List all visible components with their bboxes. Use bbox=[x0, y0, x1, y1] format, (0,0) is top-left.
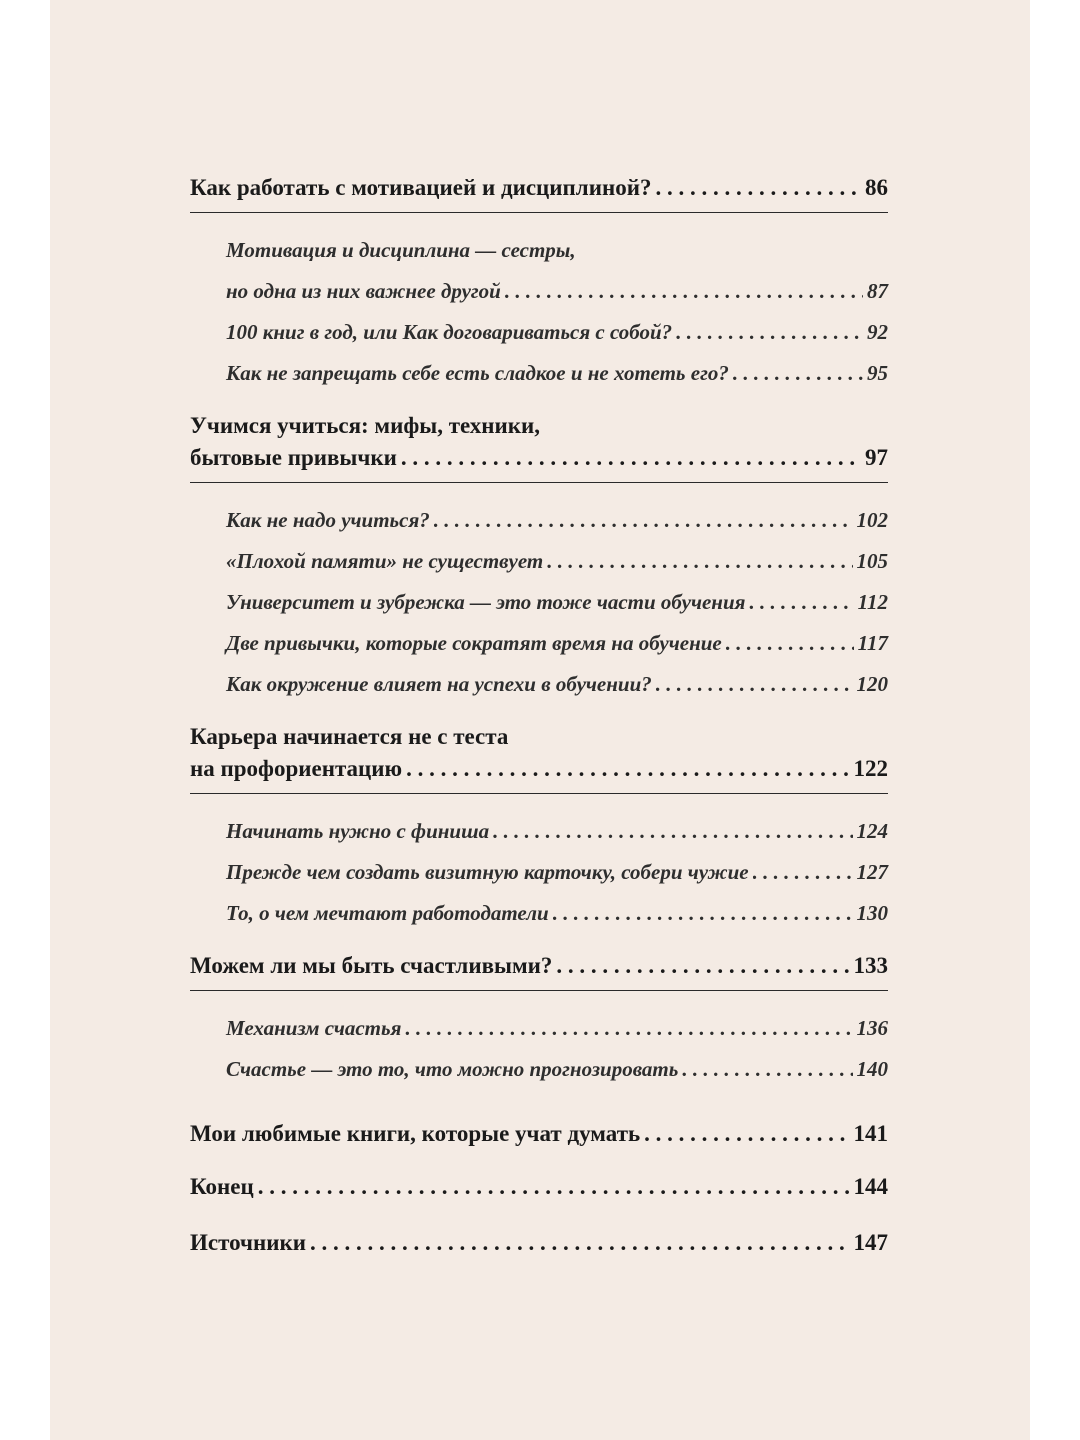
toc-chapter-title: Конец bbox=[190, 1174, 254, 1199]
toc-subsection bbox=[226, 582, 888, 623]
toc-page-number: 120 bbox=[856, 672, 888, 696]
dot-leader bbox=[493, 811, 852, 852]
dot-leader bbox=[553, 893, 853, 934]
toc-subsection-row bbox=[226, 353, 888, 394]
dot-leader bbox=[434, 500, 853, 541]
toc-chapter-title-line1: Карьера начинается не с теста bbox=[190, 724, 509, 749]
toc-page-number: 117 bbox=[857, 631, 888, 655]
toc-page-number: 102 bbox=[856, 508, 888, 532]
toc-subsection bbox=[226, 664, 888, 705]
toc-page-number: 133 bbox=[853, 953, 888, 978]
toc-subsections bbox=[190, 811, 888, 934]
toc-subsection-title: Начинать нужно с финиша bbox=[226, 819, 490, 843]
toc-page-number: 140 bbox=[856, 1057, 888, 1081]
table-of-contents bbox=[190, 172, 888, 1259]
toc-page-number: 144 bbox=[853, 1174, 888, 1199]
toc-chapter-happiness bbox=[190, 950, 888, 1090]
toc-chapter-title: Мои любимые книги, которые учат думать bbox=[190, 1121, 641, 1146]
toc-subsection-row bbox=[226, 1049, 888, 1090]
toc-chapter-books bbox=[190, 1118, 888, 1150]
dot-leader bbox=[682, 1049, 852, 1090]
toc-subsection-row bbox=[226, 811, 888, 852]
toc-subsection-title-line1: Мотивация и дисциплина — сестры, bbox=[226, 238, 576, 262]
toc-subsection bbox=[226, 893, 888, 934]
toc-subsection-title: Как окружение влияет на успехи в обучении? bbox=[226, 672, 652, 696]
toc-page-number: 122 bbox=[853, 756, 888, 781]
toc-subsection-row bbox=[226, 582, 888, 623]
toc-page-number: 136 bbox=[856, 1016, 888, 1040]
dot-leader bbox=[258, 1171, 850, 1203]
dot-leader bbox=[726, 623, 854, 664]
toc-subsection bbox=[226, 230, 888, 312]
dot-leader bbox=[676, 312, 863, 353]
toc-page-number: 105 bbox=[856, 549, 888, 573]
toc-subsection-title: Университет и зубрежка — это тоже части обучения bbox=[226, 590, 746, 614]
toc-chapter-title: бытовые привычки bbox=[190, 445, 397, 470]
toc-subsection-row bbox=[226, 312, 888, 353]
toc-chapter-career bbox=[190, 721, 888, 934]
toc-subsection-row bbox=[226, 1008, 888, 1049]
dot-leader bbox=[405, 1008, 852, 1049]
toc-chapter-learning bbox=[190, 410, 888, 705]
dot-leader bbox=[644, 1118, 849, 1150]
toc-subsection-title: Счастье — это то, что можно прогнозировать bbox=[226, 1057, 679, 1081]
dot-leader bbox=[753, 852, 853, 893]
toc-subsection-title: Как не надо учиться? bbox=[226, 508, 430, 532]
toc-subsection-title: Прежде чем создать визитную карточку, собери чужие bbox=[226, 860, 749, 884]
toc-chapter-motivation bbox=[190, 172, 888, 394]
toc-subsection-title: Как не запрещать себе есть сладкое и не хотеть его? bbox=[226, 361, 729, 385]
toc-page-number: 130 bbox=[856, 901, 888, 925]
chapter-divider bbox=[190, 793, 888, 794]
toc-chapter-end bbox=[190, 1171, 888, 1203]
toc-subsection-row bbox=[226, 500, 888, 541]
chapter-divider bbox=[190, 990, 888, 991]
toc-subsections bbox=[190, 1008, 888, 1090]
toc-subsection bbox=[226, 312, 888, 353]
toc-subsection bbox=[226, 623, 888, 664]
toc-page-number: 92 bbox=[867, 320, 888, 344]
toc-subsection-title: Механизм счастья bbox=[226, 1016, 402, 1040]
toc-subsection bbox=[226, 811, 888, 852]
chapter-divider bbox=[190, 212, 888, 213]
dot-leader bbox=[406, 753, 849, 785]
toc-chapter-sources bbox=[190, 1227, 888, 1259]
dot-leader bbox=[401, 442, 861, 474]
toc-subsection-row bbox=[226, 664, 888, 705]
dot-leader bbox=[547, 541, 852, 582]
toc-page-number: 112 bbox=[857, 590, 888, 614]
toc-chapter-title: на профориентацию bbox=[190, 756, 403, 781]
dot-leader bbox=[749, 582, 853, 623]
dot-leader bbox=[310, 1227, 850, 1259]
toc-subsection bbox=[226, 1049, 888, 1090]
toc-page-number: 97 bbox=[865, 445, 888, 470]
toc-page-number: 86 bbox=[865, 175, 888, 200]
toc-subsection bbox=[226, 353, 888, 394]
dot-leader bbox=[655, 172, 861, 204]
toc-page-number: 147 bbox=[853, 1230, 888, 1255]
toc-page-number: 95 bbox=[867, 361, 888, 385]
toc-chapter-row bbox=[190, 1227, 888, 1259]
toc-subsection bbox=[226, 852, 888, 893]
toc-page-number: 127 bbox=[856, 860, 888, 884]
toc-chapter-row bbox=[190, 753, 888, 785]
book-page bbox=[50, 0, 1030, 1440]
toc-page-number: 87 bbox=[867, 279, 888, 303]
dot-leader bbox=[556, 950, 849, 982]
toc-chapter-row bbox=[190, 1171, 888, 1203]
toc-page-number: 124 bbox=[856, 819, 888, 843]
toc-chapter-row bbox=[190, 1118, 888, 1150]
toc-subsection-row bbox=[226, 893, 888, 934]
toc-subsection bbox=[226, 541, 888, 582]
toc-page-number: 141 bbox=[853, 1121, 888, 1146]
toc-chapter-title: Как работать с мотивацией и дисциплиной? bbox=[190, 175, 652, 200]
toc-chapter-title: Источники bbox=[190, 1230, 306, 1255]
toc-subsection bbox=[226, 500, 888, 541]
toc-subsection-title: «Плохой памяти» не существует bbox=[226, 549, 544, 573]
toc-subsection-title: 100 книг в год, или Как договариваться с собой? bbox=[226, 320, 673, 344]
dot-leader bbox=[656, 664, 853, 705]
toc-chapter-row bbox=[190, 950, 888, 982]
toc-subsection-row bbox=[226, 852, 888, 893]
toc-subsection-title: Две привычки, которые сократят время на обучение bbox=[226, 631, 722, 655]
toc-chapter-row bbox=[190, 442, 888, 474]
dot-leader bbox=[733, 353, 863, 394]
toc-subsection-row bbox=[226, 541, 888, 582]
dot-leader bbox=[505, 271, 863, 312]
toc-chapter-row bbox=[190, 172, 888, 204]
toc-subsection-title: То, о чем мечтают работодатели bbox=[226, 901, 549, 925]
toc-subsections bbox=[190, 500, 888, 705]
toc-chapter-title: Можем ли мы быть счастливыми? bbox=[190, 953, 553, 978]
toc-subsection bbox=[226, 1008, 888, 1049]
toc-chapter-title-line1: Учимся учиться: мифы, техники, bbox=[190, 413, 541, 438]
toc-subsection-title: но одна из них важнее другой bbox=[226, 279, 501, 303]
chapter-divider bbox=[190, 482, 888, 483]
toc-subsections bbox=[190, 230, 888, 394]
toc-subsection-row bbox=[226, 271, 888, 312]
toc-subsection-row bbox=[226, 623, 888, 664]
